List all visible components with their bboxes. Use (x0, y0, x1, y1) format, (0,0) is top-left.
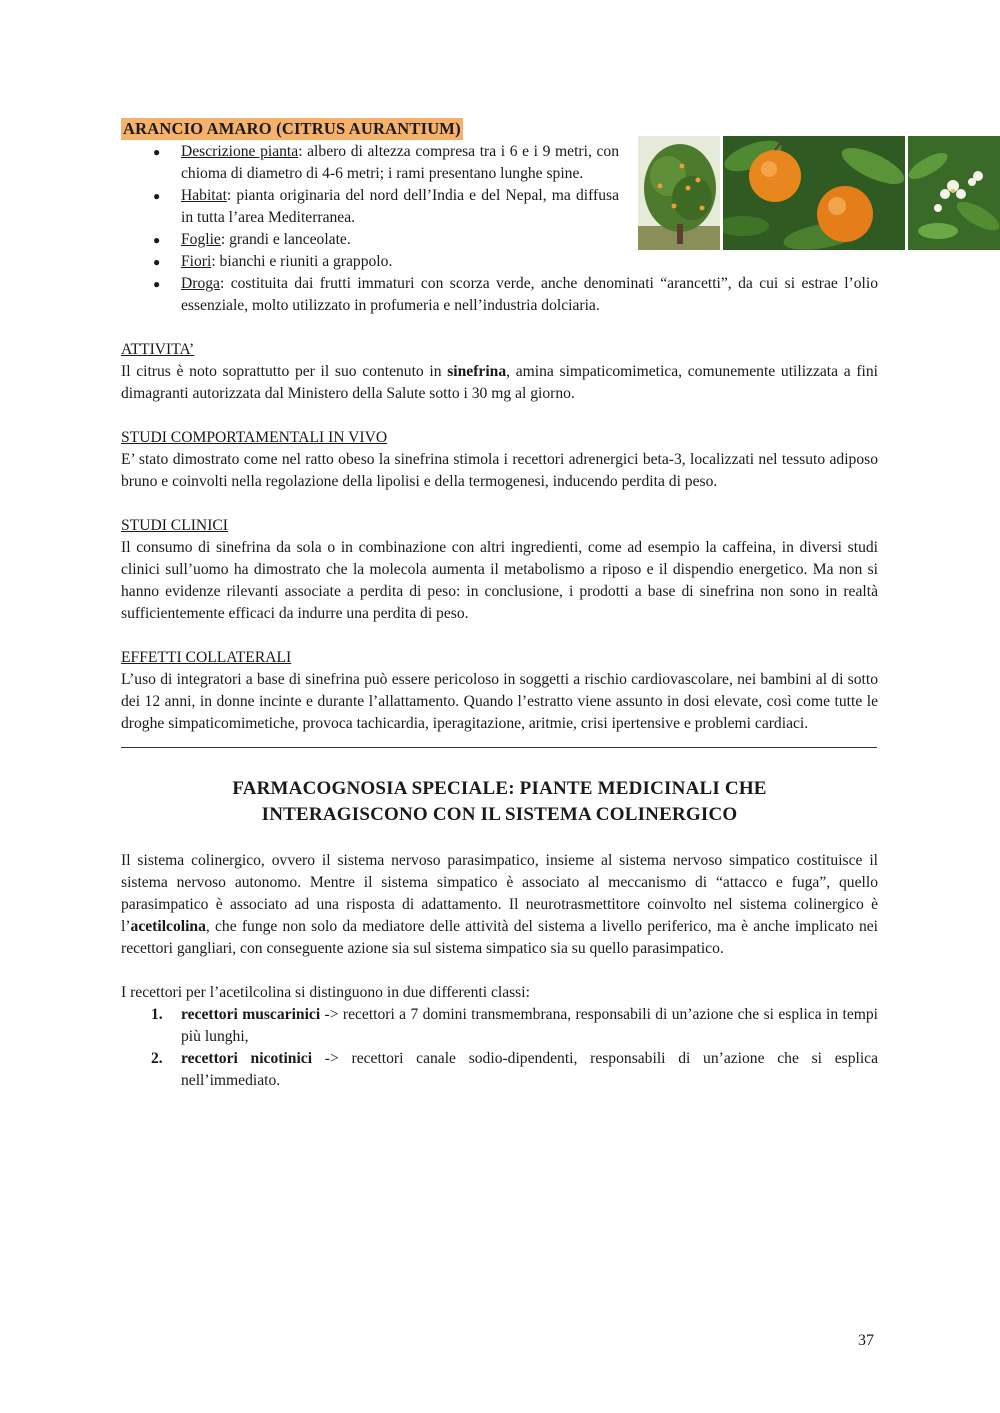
section-title (121, 118, 878, 141)
attivita-section (121, 339, 878, 405)
horizontal-divider (121, 747, 877, 748)
list-item: ● Descrizione pianta: albero di altezza compresa tra i 6 e i 9 metri, con chioma di diametro di 4-6 metri; i rami presentano lunghe spine. (153, 143, 619, 182)
highlighted-title: ARANCIO AMARO (CITRUS AURANTIUM) (123, 119, 461, 138)
paragraph: Il citrus è noto soprattutto per il suo contenuto in sinefrina, amina simpaticomimetica, comunemente utilizzata a fini dimagranti autorizzata dal Ministero della Salute sotto i 30 mg al giorno. (121, 363, 879, 402)
studi-comportamentali-section (121, 427, 878, 493)
section-heading: EFFETTI COLLATERALI (121, 649, 292, 666)
section-heading: STUDI CLINICI (121, 517, 228, 534)
receptors-list (121, 1004, 878, 1092)
receptors-section (121, 982, 878, 1092)
list-item: 2. recettori nicotinici -> recettori canale sodio-dipendenti, responsabili di un’azione che si esplica nell’immediato. (151, 1050, 879, 1089)
paragraph: L’uso di integratori a base di sinefrina può essere pericoloso in soggetti a rischio cardiovascolare, nei bambini al di sotto dei 12 anni, in donne incinte e durante l’allattamento. Quando l’estratto viene assunto in dosi elevate, così come tutte le droghe simpaticomimetiche, provoca tachicardia, iperagitazione, aritmie, crisi ipertensive e problemi cardiaci. (121, 671, 878, 732)
list-item: ● Droga: costituita dai frutti immaturi con scorza verde, anche denominati “arancetti”, da cui si estrae l’olio essenziale, molto utilizzato in profumeria e nell’industria dolciaria. (153, 275, 878, 314)
list-item: ● Fiori: bianchi e riuniti a grappolo. (153, 253, 393, 270)
section-heading: ATTIVITA’ (121, 341, 195, 358)
chapter-title: FARMACOGNOSIA SPECIALE: PIANTE MEDICINALI CHE INTERAGISCONO CON IL SISTEMA COLINERGICO (232, 778, 767, 825)
list-item: 1. recettori muscarinici -> recettori a 7 domini transmembrana, responsabili di un’azione che si esplica in tempi più lunghi, (151, 1006, 879, 1045)
studi-clinici-section (121, 515, 878, 625)
plant-description-list (121, 141, 878, 317)
document-page (121, 118, 878, 1092)
page-number: 37 (858, 1332, 874, 1349)
list-item: ● Foglie: grandi e lanceolate. (153, 231, 351, 248)
paragraph: E’ stato dimostrato come nel ratto obeso la sinefrina stimola i recettori adrenergici beta-3, localizzati nel tessuto adiposo bruno e coinvolti nella regolazione della lipolisi e della termogenesi, inducendo perdita di peso. (121, 451, 878, 490)
effetti-collaterali-section (121, 647, 878, 735)
paragraph: I recettori per l’acetilcolina si distinguono in due differenti classi: (121, 984, 530, 1001)
chapter-intro (121, 850, 878, 960)
list-item: ● Habitat: pianta originaria del nord dell’India e del Nepal, ma diffusa in tutta l’area Mediterranea. (153, 187, 619, 226)
paragraph: Il consumo di sinefrina da sola o in combinazione con altri ingredienti, come ad esempio la caffeina, in diversi studi clinici sull’uomo ha dimostrato che la molecola aumenta il metabolismo a riposo e il dispendio energetico. Ma non si hanno evidenze rilevanti associate a perdita di peso: in conclusione, i prodotti a base di sinefrina non sono in realtà sufficientemente efficaci da indurre una perdita di peso. (121, 539, 878, 622)
paragraph: Il sistema colinergico, ovvero il sistema nervoso parasimpatico, insieme al sistema nervoso simpatico costituisce il sistema nervoso autonomo. Mentre il sistema simpatico è associato al meccanismo di “attacco e fuga”, quello parasimpatico è associato ad una risposta di adattamento. Il neurotrasmettitore coinvolto nel sistema colinergico è l’acetilcolina, che funge non solo da mediatore delle attività del sistema a livello periferico, ma è anche implicato nei recettori gangliari, con conseguente azione sia sul sistema simpatico sia su quello parasimpatico. (121, 852, 878, 957)
section-heading: STUDI COMPORTAMENTALI IN VIVO (121, 429, 388, 446)
flowers-photo (908, 136, 1000, 250)
